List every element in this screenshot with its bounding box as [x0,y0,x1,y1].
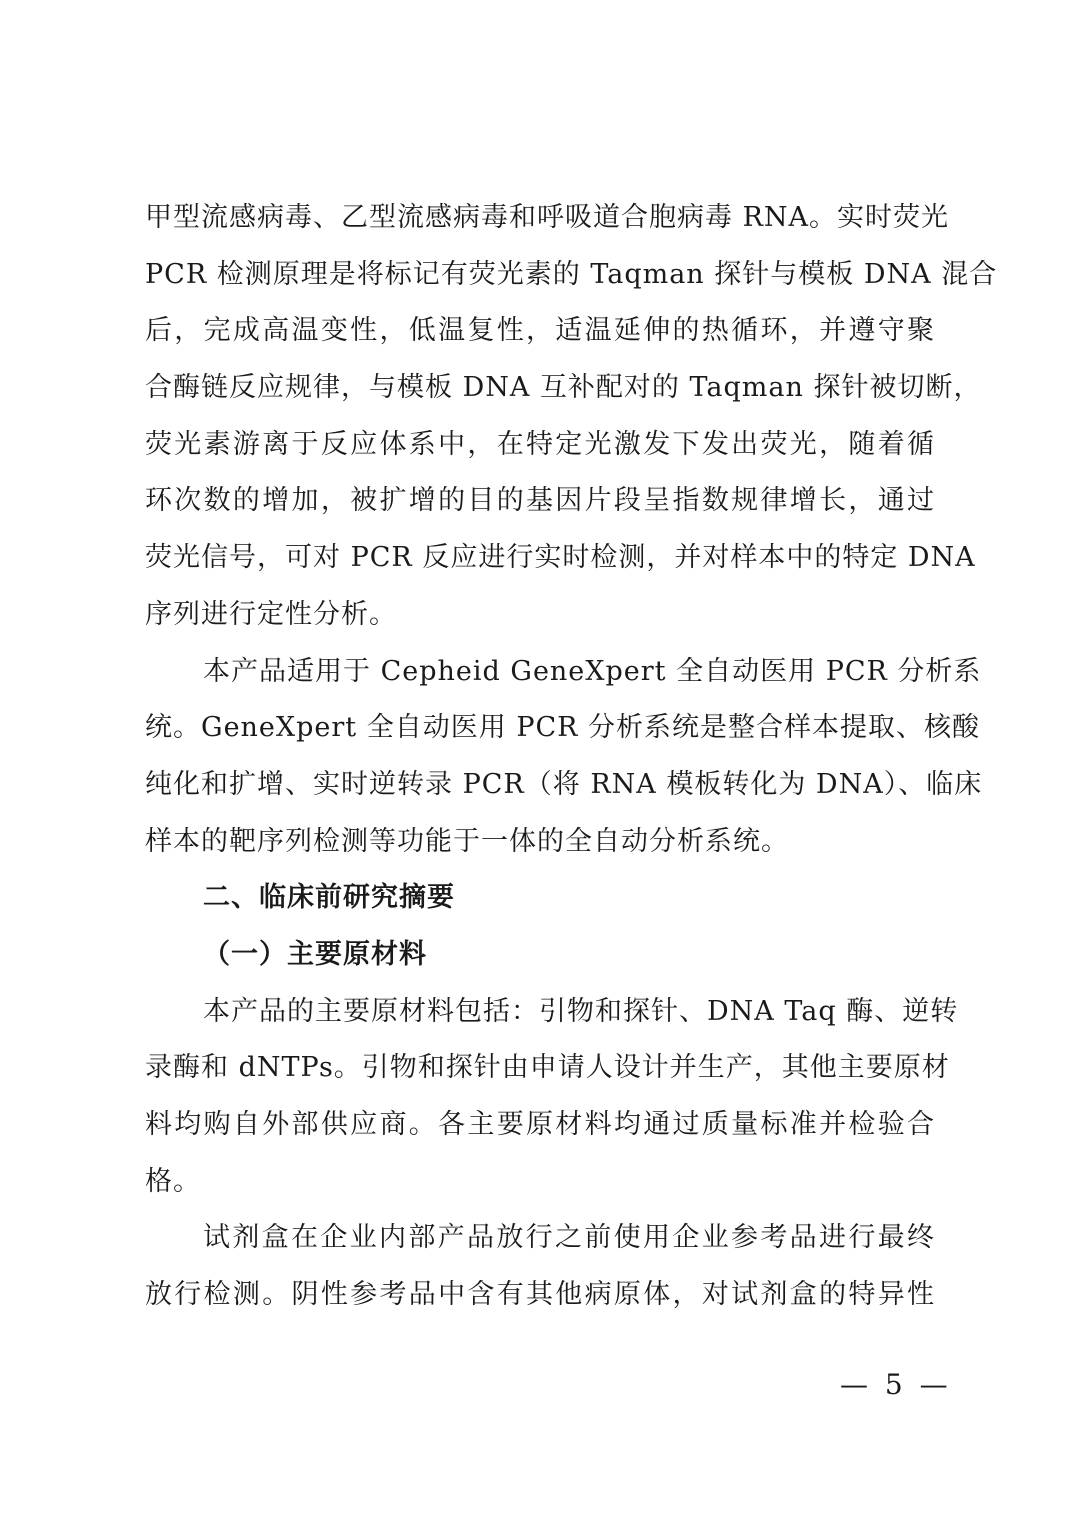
text-line: 后，完成高温变性，低温复性，适温延伸的热循环，并遵守聚 [145,315,935,347]
text-line: 荧光信号，可对 PCR 反应进行实时检测，并对样本中的特定 DNA [145,542,976,574]
paragraph [145,984,959,1211]
paragraph [145,190,998,644]
text-line: 试剂盒在企业内部产品放行之前使用企业参考品进行最终 [203,1222,935,1254]
text-line: PCR 检测原理是将标记有荧光素的 Taqman 探针与模板 DNA 混合 [145,258,998,290]
document-body [145,190,998,1324]
text-line: 放行检测。阴性参考品中含有其他病原体，对试剂盒的特异性 [145,1279,935,1311]
text-line: 甲型流感病毒、乙型流感病毒和呼吸道合胞病毒 RNA。实时荧光 [145,202,950,233]
text-line: 荧光素游离于反应体系中，在特定光激发下发出荧光，随着循 [145,428,935,460]
text-line: （一）主要原材料 [203,938,427,970]
text-line: 格。 [145,1165,201,1197]
section-heading [145,927,935,984]
page-number: — 5 — [840,1368,952,1401]
section-heading [145,870,935,927]
text-line: 本产品适用于 Cepheid GeneXpert 全自动医用 PCR 分析系 [203,655,982,687]
text-line: 序列进行定性分析。 [145,598,397,630]
text-line: 样本的靶序列检测等功能于一体的全自动分析系统。 [145,825,789,857]
text-line: 环次数的增加，被扩增的目的基因片段呈指数规律增长，通过 [145,485,935,517]
text-line: 料均购自外部供应商。各主要原材料均通过质量标准并检验合 [145,1109,935,1140]
text-line: 合酶链反应规律，与模板 DNA 互补配对的 Taqman 探针被切断， [145,372,982,404]
text-line: 统。GeneXpert 全自动医用 PCR 分析系统是整合样本提取、核酸 [145,712,981,744]
text-line: 纯化和扩增、实时逆转录 PCR（将 RNA 模板转化为 DNA）、临床 [145,768,983,800]
text-line: 本产品的主要原材料包括：引物和探针、DNA Taq 酶、逆转 [203,995,959,1027]
text-line: 录酶和 dNTPs。引物和探针由申请人设计并生产，其他主要原材 [145,1052,950,1084]
text-line: 二、临床前研究摘要 [203,882,455,914]
paragraph [145,1210,935,1323]
paragraph [145,644,983,871]
